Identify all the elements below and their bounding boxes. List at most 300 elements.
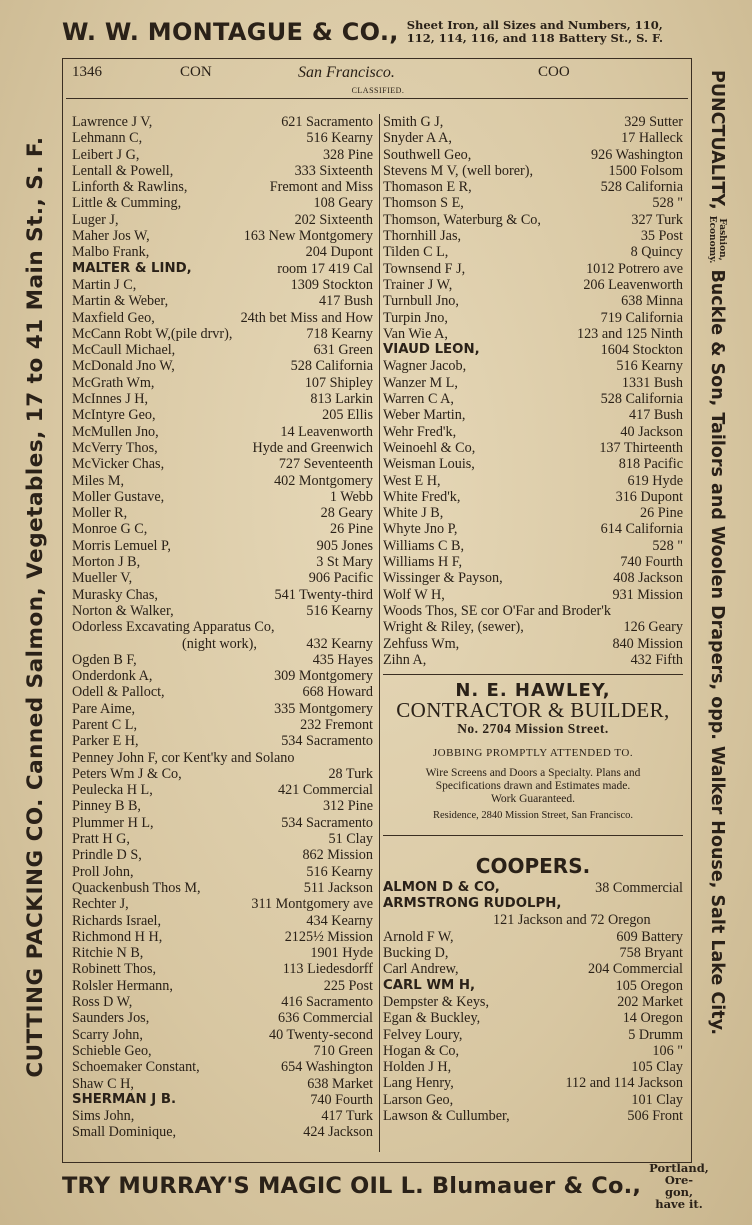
entry-address: 225 Post xyxy=(323,977,373,994)
right-ad-part1: PUNCTUALITY, xyxy=(707,70,727,210)
directory-entry xyxy=(383,505,683,521)
directory-entry xyxy=(72,326,373,342)
directory-entry xyxy=(72,1124,373,1140)
entry-name: 121 Jackson and 72 Oregon xyxy=(493,912,651,929)
directory-entry xyxy=(383,228,683,244)
directory-entry xyxy=(383,961,683,977)
entry-address: 862 Mission xyxy=(302,847,373,864)
directory-entry xyxy=(72,847,373,863)
ad-body-line: Specifications drawn and Estimates made. xyxy=(435,780,631,793)
directory-entry xyxy=(383,179,683,195)
directory-entry xyxy=(72,994,373,1010)
entry-address: 28 Geary xyxy=(320,505,373,522)
directory-entry xyxy=(72,1092,373,1108)
entry-address: 931 Mission xyxy=(612,586,683,603)
directory-entry xyxy=(383,342,683,358)
ad-bottom-rule xyxy=(383,835,683,836)
header-desc-line: Sheet Iron, all Sizes and Numbers, 110, xyxy=(406,18,663,32)
header-firm-name: W. W. MONTAGUE & CO., xyxy=(62,18,399,46)
directory-entry xyxy=(72,978,373,994)
directory-entry xyxy=(72,945,373,961)
directory-entry xyxy=(383,244,683,260)
right-ad-small xyxy=(707,216,727,264)
entry-name: Richards Israel, xyxy=(72,912,162,929)
entry-address: 621 Sacramento xyxy=(281,114,373,130)
entry-address: 1309 Stockton xyxy=(290,276,373,293)
entry-name: McCann Robt W,(pile drvr), xyxy=(72,325,233,342)
entry-address: 35 Post xyxy=(640,228,683,245)
directory-entry xyxy=(72,179,373,195)
directory-entry xyxy=(72,391,373,407)
directory-entry xyxy=(72,1076,373,1092)
directory-entry xyxy=(72,114,373,130)
entry-address: 417 Bush xyxy=(629,407,683,424)
entry-address: 534 Sacramento xyxy=(281,814,373,831)
directory-entry xyxy=(383,440,683,456)
entry-name: Hogan & Co, xyxy=(383,1042,460,1059)
directory-entry xyxy=(383,619,683,635)
directory-entry xyxy=(383,945,683,961)
entry-address: 38 Commercial xyxy=(595,879,683,896)
entry-address: 668 Howard xyxy=(302,684,373,701)
ad-subtitle: CONTRACTOR & BUILDER, xyxy=(396,698,670,723)
entry-address: 818 Pacific xyxy=(618,456,683,473)
entry-name: Maxfield Geo, xyxy=(72,309,155,326)
directory-entry xyxy=(72,913,373,929)
entry-name: Thomson, Waterburg & Co, xyxy=(383,211,541,228)
directory-entry xyxy=(72,293,373,309)
entry-address: 432 Kearny xyxy=(306,635,373,652)
directory-entry xyxy=(383,554,683,570)
entry-name: Lang Henry, xyxy=(383,1075,454,1092)
entry-address: 205 Ellis xyxy=(322,407,373,424)
directory-entry xyxy=(72,261,373,277)
entry-address: 26 Pine xyxy=(330,521,373,538)
directory-entry xyxy=(72,538,373,554)
entry-name: Murasky Chas, xyxy=(72,586,158,603)
entry-address: 202 Market xyxy=(617,993,683,1010)
entry-address: 534 Sacramento xyxy=(281,733,373,750)
directory-entry xyxy=(72,798,373,814)
entry-name: McVicker Chas, xyxy=(72,456,165,473)
coopers-list xyxy=(383,880,683,1124)
entry-address: 541 Twenty-third xyxy=(274,586,373,603)
directory-entry xyxy=(383,424,683,440)
entry-address: 311 Montgomery ave xyxy=(251,896,373,913)
entry-address: 3 St Mary xyxy=(316,554,373,571)
entry-address: 123 and 125 Ninth xyxy=(576,325,683,342)
directory-entry xyxy=(383,538,683,554)
directory-entry xyxy=(383,1075,683,1091)
right-list xyxy=(383,114,683,668)
entry-address: 1500 Folsom xyxy=(608,162,683,179)
entry-name: Felvey Loury, xyxy=(383,1026,463,1043)
right-ad-part2: Buckle & Son, Tailors and Woolen Drapers, opp. Walker House, Salt Lake City. xyxy=(707,269,727,1036)
entry-address: 516 Kearny xyxy=(616,358,683,375)
entry-name: Carl Andrew, xyxy=(383,961,459,978)
entry-name: Leibert J G, xyxy=(72,146,140,163)
ad-body-line: Work Guaranteed. xyxy=(490,793,575,806)
entry-name: Rechter J, xyxy=(72,896,129,913)
entry-address: 609 Battery xyxy=(616,928,683,945)
entry-address: 528 " xyxy=(652,537,683,554)
right-ad-small-line: Fashion, xyxy=(717,218,727,261)
entry-address: 101 Clay xyxy=(631,1091,683,1108)
directory-entry xyxy=(383,994,683,1010)
entry-address: 204 Commercial xyxy=(588,961,683,978)
directory-entry xyxy=(72,130,373,146)
footer-advertisement xyxy=(62,1161,709,1211)
directory-entry xyxy=(72,1027,373,1043)
entry-name: Southwell Geo, xyxy=(383,146,472,163)
entry-address: 2125½ Mission xyxy=(284,928,373,945)
entry-name: Malbo Frank, xyxy=(72,244,150,261)
directory-entry xyxy=(383,489,683,505)
directory-entry xyxy=(72,880,373,896)
directory-entry xyxy=(72,375,373,391)
entry-address: 316 Dupont xyxy=(615,488,683,505)
entry-address: 516 Kearny xyxy=(306,130,373,147)
directory-entry xyxy=(72,619,373,635)
entry-name: Thornhill Jas, xyxy=(383,228,462,245)
entry-name: Moller R, xyxy=(72,505,128,522)
entry-address: 710 Green xyxy=(313,1042,373,1059)
directory-entry xyxy=(72,244,373,260)
entry-address: 163 New Montgomery xyxy=(243,228,373,245)
directory-entry xyxy=(72,831,373,847)
directory-entry xyxy=(383,293,683,309)
entry-address: 329 Sutter xyxy=(624,114,683,130)
directory-entry xyxy=(383,1108,683,1124)
entry-address: 435 Hayes xyxy=(312,651,373,668)
directory-entry xyxy=(383,261,683,277)
directory-entry xyxy=(383,326,683,342)
entry-name: SHERMAN J B. xyxy=(72,1091,177,1107)
directory-entry xyxy=(72,1059,373,1075)
entry-name: Mueller V, xyxy=(72,570,133,587)
entry-name: Thomason E R, xyxy=(383,179,472,196)
entry-name: MALTER & LIND, xyxy=(72,260,192,276)
entry-name: Parker E H, xyxy=(72,733,139,750)
entry-name: Ritchie N B, xyxy=(72,945,144,962)
entry-name: McIntyre Geo, xyxy=(72,407,156,424)
directory-entry xyxy=(383,163,683,179)
right-margin-advertisement xyxy=(696,70,738,1150)
directory-entry xyxy=(383,1059,683,1075)
entry-address: 905 Jones xyxy=(316,537,373,554)
entry-address: 112 and 114 Jackson xyxy=(565,1075,683,1092)
entry-address: 416 Sacramento xyxy=(281,994,373,1011)
entry-name: Parent C L, xyxy=(72,716,138,733)
entry-address: 638 Market xyxy=(307,1075,373,1092)
entry-address: 232 Fremont xyxy=(300,716,373,733)
entry-address: 106 " xyxy=(652,1042,683,1059)
directory-entry xyxy=(383,195,683,211)
entry-name: Ogden B F, xyxy=(72,651,137,668)
entry-address: 636 Commercial xyxy=(278,1010,373,1027)
entry-name: Weisman Louis, xyxy=(383,456,475,473)
entry-address: 202 Sixteenth xyxy=(294,211,373,228)
entry-name: Williams C B, xyxy=(383,537,465,554)
entry-name: Proll John, xyxy=(72,863,134,880)
entry-name: Quackenbush Thos M, xyxy=(72,879,201,896)
entry-name: McGrath Wm, xyxy=(72,374,155,391)
entry-address: 107 Shipley xyxy=(304,374,373,391)
entry-address: 1901 Hyde xyxy=(310,945,373,962)
directory-entry xyxy=(72,163,373,179)
entry-name: Onderdonk A, xyxy=(72,668,153,685)
entry-name: Odorless Excavating Apparatus Co, xyxy=(72,619,275,636)
directory-entry xyxy=(72,277,373,293)
entry-name: Martin J C, xyxy=(72,276,137,293)
directory-entry xyxy=(72,1043,373,1059)
entry-name: Townsend F J, xyxy=(383,260,466,277)
entry-address: 417 Bush xyxy=(319,293,373,310)
entry-name: Snyder A A, xyxy=(383,130,452,147)
entry-name: Wagner Jacob, xyxy=(383,358,467,375)
right-guide-word: COO xyxy=(538,64,570,80)
entry-address: 511 Jackson xyxy=(303,879,373,896)
entry-name: Smith G J, xyxy=(383,114,444,130)
entry-name: West E H, xyxy=(383,472,441,489)
entry-address: 758 Bryant xyxy=(619,945,683,962)
entry-address: 528 California xyxy=(600,391,683,408)
entry-name: Luger J, xyxy=(72,211,119,228)
header-firm-description xyxy=(407,19,663,45)
footer-side-line: gon, have it. xyxy=(655,1185,703,1211)
entry-address: 113 Liedesdorff xyxy=(282,961,373,978)
directory-entry xyxy=(383,1092,683,1108)
entry-address: 137 Thirteenth xyxy=(599,439,683,456)
entry-name: Plummer H L, xyxy=(72,814,154,831)
directory-entry xyxy=(383,603,683,619)
directory-entry xyxy=(72,668,373,684)
entry-name: ALMON D & CO, xyxy=(383,879,500,895)
entry-name: Ross D W, xyxy=(72,994,133,1011)
entry-address: 335 Montgomery xyxy=(274,700,373,717)
entry-name: Lawrence J V, xyxy=(72,114,153,130)
entry-name: McMullen Jno, xyxy=(72,423,159,440)
entry-address: 840 Mission xyxy=(612,635,683,652)
entry-name: Egan & Buckley, xyxy=(383,1010,481,1027)
entry-name: CARL WM H, xyxy=(383,977,476,993)
entry-address: 424 Jackson xyxy=(303,1124,373,1141)
entry-address: 1604 Stockton xyxy=(600,342,683,359)
entry-address: 333 Sixteenth xyxy=(294,162,373,179)
entry-address: 528 California xyxy=(600,179,683,196)
entry-address: 327 Turk xyxy=(631,211,683,228)
directory-entry xyxy=(383,456,683,472)
entry-address: 312 Pine xyxy=(322,798,373,815)
entry-name: Shaw C H, xyxy=(72,1075,134,1092)
coopers-heading: COOPERS. xyxy=(475,853,591,878)
entry-name: Little & Cumming, xyxy=(72,195,182,212)
entry-address: 328 Pine xyxy=(322,146,373,163)
entry-address: 408 Jackson xyxy=(613,570,683,587)
city-title: San Francisco. xyxy=(298,64,395,81)
entry-name: Pratt H G, xyxy=(72,831,130,848)
directory-entry xyxy=(72,473,373,489)
directory-entry xyxy=(383,1027,683,1043)
entry-address: 614 California xyxy=(600,521,683,538)
directory-entry xyxy=(383,1043,683,1059)
entry-name: Norton & Walker, xyxy=(72,602,174,619)
right-ad-small-line: Economy. xyxy=(707,215,717,264)
entry-name: Zehfuss Wm, xyxy=(383,635,460,652)
directory-entry xyxy=(72,766,373,782)
directory-entry xyxy=(72,505,373,521)
entry-address: 432 Fifth xyxy=(630,651,683,668)
directory-entry xyxy=(72,1010,373,1026)
directory-entry xyxy=(383,521,683,537)
entry-address: 727 Seventeenth xyxy=(278,456,373,473)
entry-address: 126 Geary xyxy=(623,619,683,636)
entry-name: Wanzer M L, xyxy=(383,374,458,391)
directory-entry xyxy=(383,896,683,912)
directory-entry xyxy=(383,912,683,928)
entry-name: Trainer J W, xyxy=(383,276,453,293)
entry-name: Holden J H, xyxy=(383,1059,452,1076)
entry-name: Robinett Thos, xyxy=(72,961,157,978)
directory-entry xyxy=(383,978,683,994)
entry-name: Schoemaker Constant, xyxy=(72,1059,200,1076)
entry-name: McDonald Jno W, xyxy=(72,358,175,375)
directory-entry xyxy=(72,358,373,374)
directory-entry xyxy=(383,375,683,391)
entry-address: 8 Quincy xyxy=(630,244,683,261)
entry-address: 638 Minna xyxy=(621,293,683,310)
directory-entry xyxy=(383,130,683,146)
entry-name: Small Dominique, xyxy=(72,1124,177,1141)
directory-entry xyxy=(72,212,373,228)
column-divider xyxy=(379,114,380,1152)
entry-address: 528 California xyxy=(290,358,373,375)
entry-address: room 17 419 Cal xyxy=(277,260,373,277)
entry-name: Morton J B, xyxy=(72,554,141,571)
entry-name: Peters Wm J & Co, xyxy=(72,765,182,782)
entry-address: 1331 Bush xyxy=(621,374,683,391)
entry-name: Schieble Geo, xyxy=(72,1042,152,1059)
entry-address: 654 Washington xyxy=(281,1059,373,1076)
directory-entry xyxy=(383,587,683,603)
directory-entry xyxy=(72,636,373,652)
ad-jobbing: JOBBING PROMPTLY ATTENDED TO. xyxy=(432,746,634,759)
entry-address: 28 Turk xyxy=(328,765,373,782)
directory-entry xyxy=(72,815,373,831)
entry-address: 740 Fourth xyxy=(620,554,683,571)
entry-name: ARMSTRONG RUDOLPH, xyxy=(383,896,562,912)
entry-address: 718 Kearny xyxy=(306,325,373,342)
directory-entry xyxy=(72,342,373,358)
entry-name: Richmond H H, xyxy=(72,928,163,945)
entry-name: Lentall & Powell, xyxy=(72,162,174,179)
directory-entry xyxy=(383,407,683,423)
entry-name: Arnold F W, xyxy=(383,928,454,945)
entry-address: 5 Drumm xyxy=(628,1026,683,1043)
entry-name: Wehr Fred'k, xyxy=(383,423,457,440)
directory-entry xyxy=(72,701,373,717)
entry-name: Penney John F, cor Kent'ky and Solano xyxy=(72,749,295,766)
ad-address: No. 2704 Mission Street. xyxy=(457,720,609,736)
entry-address: 24th bet Miss and How xyxy=(240,309,373,326)
directory-entry xyxy=(383,570,683,586)
entry-name: Thomson S E, xyxy=(383,195,464,212)
entry-name: Miles M, xyxy=(72,472,125,489)
entry-name: VIAUD LEON, xyxy=(383,342,480,358)
footer-main-text: TRY MURRAY'S MAGIC OIL L. Blumauer & Co., xyxy=(62,1173,642,1199)
directory-entry xyxy=(383,1010,683,1026)
directory-entry xyxy=(72,228,373,244)
directory-entry xyxy=(383,212,683,228)
directory-entry xyxy=(72,554,373,570)
entry-address: 402 Montgomery xyxy=(274,472,373,489)
entry-address: 516 Kearny xyxy=(306,863,373,880)
directory-entry xyxy=(72,570,373,586)
directory-entry xyxy=(72,652,373,668)
entry-name: Monroe G C, xyxy=(72,521,148,538)
directory-entry xyxy=(383,880,683,896)
entry-address: 417 Turk xyxy=(321,1108,373,1125)
header-desc-line: 112, 114, 116, and 118 Battery St., S. F. xyxy=(406,31,663,45)
entry-name: McCaull Michael, xyxy=(72,342,176,359)
header-rule xyxy=(66,98,688,99)
directory-entry xyxy=(72,782,373,798)
directory-entry xyxy=(72,440,373,456)
directory-entry xyxy=(72,424,373,440)
directory-entry xyxy=(72,147,373,163)
entry-address: 631 Green xyxy=(313,342,373,359)
entry-name: Turpin Jno, xyxy=(383,309,448,326)
entry-address: 40 Jackson xyxy=(620,423,683,440)
ad-residence: Residence, 2840 Mission Street, San Francisco. xyxy=(432,810,634,822)
entry-name: Bucking D, xyxy=(383,945,449,962)
directory-entry xyxy=(383,147,683,163)
entry-name: Rolsler Hermann, xyxy=(72,977,173,994)
directory-entry xyxy=(72,896,373,912)
entry-name: Woods Thos, SE cor O'Far and Broder'k xyxy=(383,602,611,619)
entry-address: 619 Hyde xyxy=(627,472,683,489)
directory-entry xyxy=(383,358,683,374)
entry-address: 51 Clay xyxy=(328,831,373,848)
directory-entry xyxy=(383,929,683,945)
directory-entry xyxy=(72,489,373,505)
entry-name: Weinoehl & Co, xyxy=(383,439,476,456)
entry-address: Fremont and Miss xyxy=(269,179,373,196)
entry-name: Wissinger & Payson, xyxy=(383,570,503,587)
entry-name: Morris Lemuel P, xyxy=(72,537,171,554)
page-number: 1346 xyxy=(72,64,102,80)
page-header xyxy=(72,64,684,86)
directory-entry xyxy=(383,310,683,326)
entry-address: 17 Halleck xyxy=(621,130,683,147)
ad-body xyxy=(383,767,683,806)
entry-name: Sims John, xyxy=(72,1108,135,1125)
hawley-advertisement xyxy=(383,675,683,824)
entry-name: Wolf W H, xyxy=(383,586,445,603)
directory-entry xyxy=(72,750,373,766)
entry-name: Lawson & Cullumber, xyxy=(383,1108,510,1125)
directory-entry xyxy=(72,684,373,700)
directory-entry xyxy=(383,473,683,489)
entry-name: Larson Geo, xyxy=(383,1091,454,1108)
entry-name: Lehmann C, xyxy=(72,130,143,147)
directory-entry xyxy=(72,603,373,619)
entry-address: 926 Washington xyxy=(591,146,683,163)
entry-address: 528 " xyxy=(652,195,683,212)
classified-label: CLASSIFIED. xyxy=(351,86,405,95)
entry-address: 719 California xyxy=(600,309,683,326)
left-column xyxy=(72,114,373,1141)
